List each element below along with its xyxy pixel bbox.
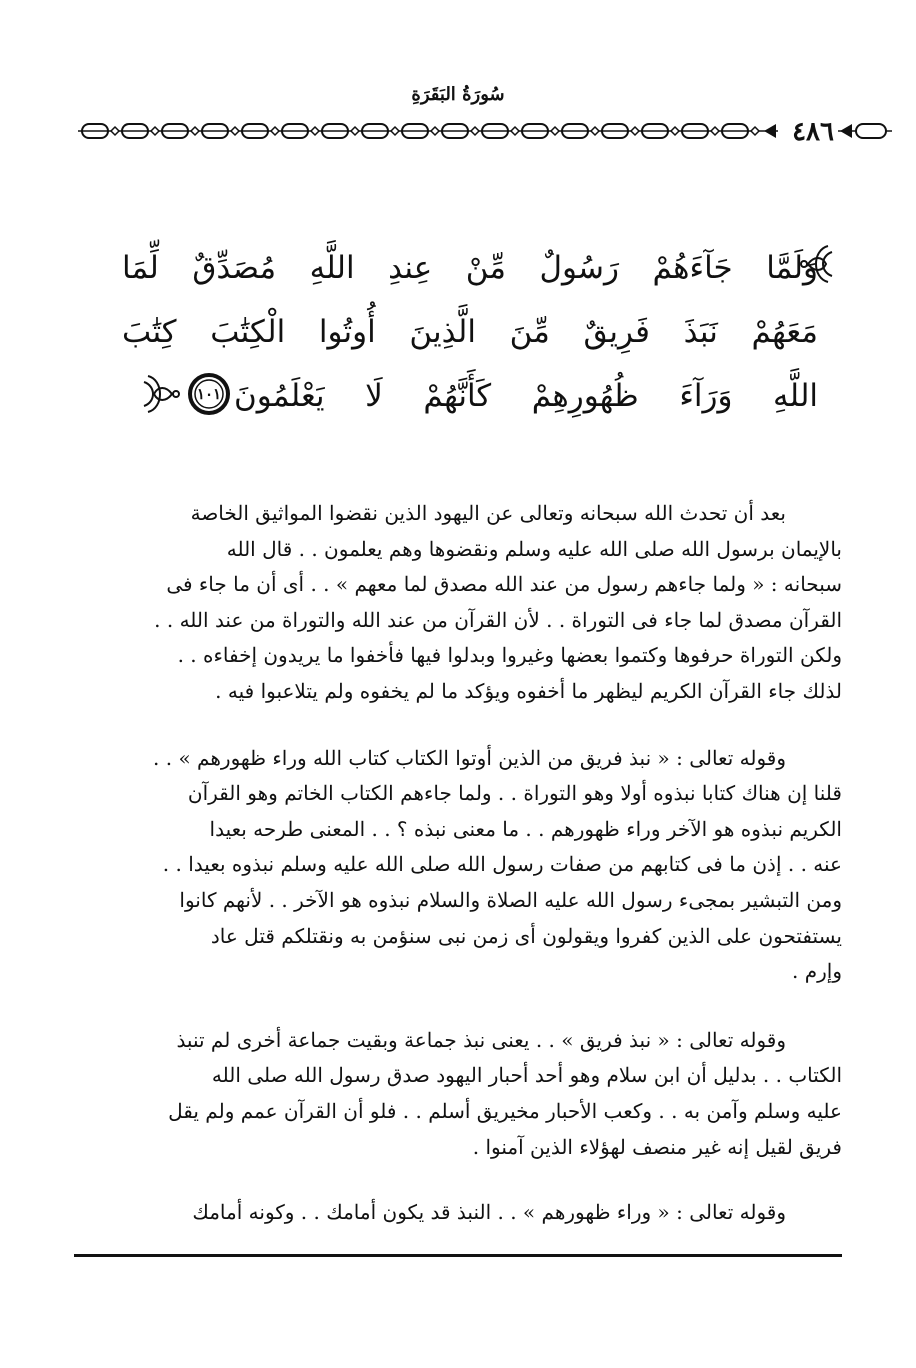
text-line: سبحانه : « ولما جاءهم رسول من عند الله مصدق لما معهم » . . أى أن ما جاء فى — [166, 572, 842, 597]
text-line: لذلك جاء القرآن الكريم ليظهر ما أخفوه ويؤكد ما لم يخفوه ولم يتلاعبوا فيه . — [215, 678, 842, 703]
verse-number-badge — [185, 371, 233, 417]
decorative-chain-border — [78, 119, 778, 143]
commentary-paragraph — [98, 1023, 842, 1165]
text-line: وقوله تعالى : « وراء ظهورهم » . . النبذ قد يكون أمامك . . وكونه أمامك — [192, 1200, 786, 1225]
text-line: فريق لقيل إنه غير منصف لهؤلاء الذين آمنوا . — [472, 1134, 842, 1159]
text-line: ولكن التوراة حرفوها وكتموا بعضها وغيروا وبدلوا فيها فأخفوا ما يريدون إخفاءه . . — [177, 643, 842, 668]
text-line: عنه . . إذن ما فى كتابهم من صفات رسول الله صلى الله عليه وسلم نبذوه بعيدا . . — [162, 852, 842, 877]
verse-number: ١٠١ — [196, 385, 222, 403]
verse-line: وَلَمَّا جَآءَهُمْ رَسُولٌ مِّنْ عِندِ اللَّهِ مُصَدِّقٌ لِّمَا — [122, 250, 818, 286]
surah-title: سُورَةُ البَقَرَةِ — [411, 84, 505, 105]
text-line: وقوله تعالى : « نبذ فريق » . . يعنى نبذ جماعة وبقيت جماعة أخرى لم تنبذ — [176, 1027, 786, 1052]
text-line: بالإيمان برسول الله صلى الله عليه وسلم ونقضوها وهم يعلمون . . قال الله — [226, 536, 842, 561]
text-line: وقوله تعالى : « نبذ فريق من الذين أوتوا الكتاب كتاب الله وراء ظهورهم » . . — [153, 745, 786, 770]
verse-line: اللَّهِ وَرَآءَ ظُهُورِهِمْ كَأَنَّهُمْ لَا يَعْلَمُونَ — [234, 378, 818, 414]
text-line: الكتاب . . بدليل أن ابن سلام وهو أحد أحبار اليهود صدق رسول الله صلى الله — [211, 1063, 842, 1088]
verse-line: مَعَهُمْ نَبَذَ فَرِيقٌ مِّنَ الَّذِينَ أُوتُوا الْكِتَٰبَ كِتَٰبَ — [122, 314, 818, 350]
commentary-text — [98, 496, 842, 1231]
text-line: القرآن مصدق لما جاء فى التوراة . . لأن القرآن من عند الله والتوراة من عند الله . . — [154, 607, 842, 632]
decorative-chain-end — [838, 119, 892, 143]
text-line: يستفتحون على الذين كفروا ويقولون أى زمن نبى سنؤمن به ونقتلكم قتل عاد — [210, 923, 842, 948]
verse-closing-ornament-icon — [138, 372, 182, 416]
text-line: بعد أن تحدث الله سبحانه وتعالى عن اليهود الذين نقضوا المواثيق الخاصة — [190, 501, 786, 525]
text-line: قلنا إن هناك كتابا نبذوه أولا وهو التوراة . . ولما جاءهم الكتاب الخاتم وهو القرآن — [187, 781, 842, 806]
text-line: الكريم نبذوه هو الآخر وراء ظهورهم . . ما معنى نبذه ؟ . . المعنى طرحه بعيدا — [209, 816, 842, 841]
commentary-paragraph — [98, 496, 842, 710]
text-line: عليه وسلم وآمن به . . وكعب الأحبار مخيريق أسلم . . فلو أن القرآن عمم ولم يقل — [168, 1098, 842, 1123]
footer-rule — [74, 1254, 842, 1257]
page-number: ٤٨٦ — [792, 117, 834, 147]
commentary-paragraph — [98, 1195, 842, 1231]
text-line: وإرم . — [792, 959, 842, 984]
commentary-paragraph — [98, 741, 842, 990]
text-line: ومن التبشير بمجىء رسول الله عليه الصلاة والسلام نبذوه هو الآخر . . لأنهم كانوا — [179, 887, 842, 912]
